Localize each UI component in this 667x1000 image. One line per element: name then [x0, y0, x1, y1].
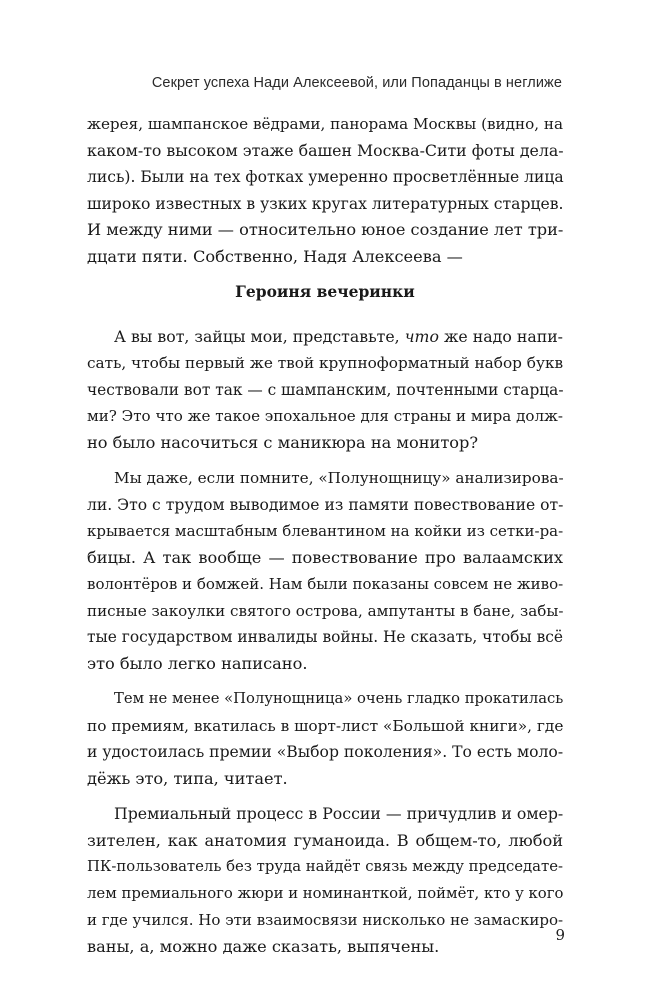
text-line: волонтёров и бомжей. Нам были показаны совсем не живо-	[87, 575, 564, 593]
text-line: дёжь это, типа, читает.	[87, 768, 288, 788]
text-line: тые государством инвалиды войны. Не сказать, чтобы всё	[87, 628, 564, 646]
text-line: жерея, шампанское вёдрами, панорама Москвы (видно, на	[87, 115, 564, 133]
text-line: лись). Были на тех фотках умеренно просветлённые лица	[87, 168, 564, 186]
text-line: Тем не менее «Полунощница» очень гладко прокатилась	[114, 690, 564, 707]
text-line: по премиям, вкатилась в шорт-лист «Большой книги», где	[87, 716, 564, 735]
text-line: ми? Это что же такое эпохальное для страны и мира долж-	[87, 407, 563, 425]
text-line: и где учился. Но эти взаимосвязи нисколько не замаскиро-	[87, 911, 564, 929]
text-line: ли. Это с трудом выводимое из памяти повествование от-	[87, 495, 564, 514]
text-segment: же надо напи-	[438, 326, 563, 346]
text-line	[87, 324, 563, 351]
paragraph-4	[87, 686, 563, 792]
paragraph-5	[87, 801, 563, 960]
running-head: Секрет успеха Нади Алексеевой, или Попаданцы в неглиже	[151, 75, 562, 91]
section-heading: Героиня вечеринки	[235, 282, 415, 301]
text-line: сать, чтобы первый же твой крупноформатный набор букв	[87, 354, 564, 372]
text-line: ваны, а, можно даже сказать, выпячены.	[87, 936, 440, 956]
text-line: зителен, как анатомия гуманоида. В общем-то, любой	[87, 830, 563, 850]
page-number: 9	[555, 926, 565, 944]
text-line: чествовали вот так — с шампанским, почтенными старца-	[87, 380, 564, 399]
paragraph-1	[87, 111, 563, 270]
text-segment: А вы вот, зайцы мои, представьте,	[114, 326, 405, 346]
text-line: Мы даже, если помните, «Полунощницу» анализирова-	[114, 469, 564, 487]
text-line: и удостоилась премии «Выбор поколения». То есть моло-	[87, 743, 564, 761]
text-line: широко известных в узких кругах литературных старцев.	[87, 194, 564, 213]
text-line: но было насочиться с маникюра на монитор?	[87, 432, 479, 452]
text-line: крывается масштабным блевантином на койки из сетки-ра-	[87, 522, 564, 540]
text-line: лем премиального жюри и номинанткой, поймёт, кто у кого	[87, 884, 564, 902]
body-text	[87, 111, 563, 960]
text-line: И между ними — относительно юное создание лет три-	[87, 220, 564, 239]
text-line: ПК-пользователь без труда найдёт связь между председате-	[87, 858, 563, 875]
text-line: это было легко написано.	[87, 653, 308, 673]
emphasized-word: что	[404, 326, 439, 346]
text-line: Премиальный процесс в России — причудлив и омер-	[114, 804, 564, 823]
text-line: писные закоулки святого острова, ампутанты в бане, забы-	[87, 601, 564, 620]
text-line: каком-то высоком этаже башен Москва-Сити фоты дела-	[87, 140, 564, 160]
paragraph-2	[87, 324, 563, 457]
paragraph-3	[87, 465, 563, 677]
text-line: дцати пяти. Собственно, Надя Алексеева —	[87, 246, 463, 266]
text-line: бицы. А так вообще — повествование про валаамских	[87, 547, 563, 567]
